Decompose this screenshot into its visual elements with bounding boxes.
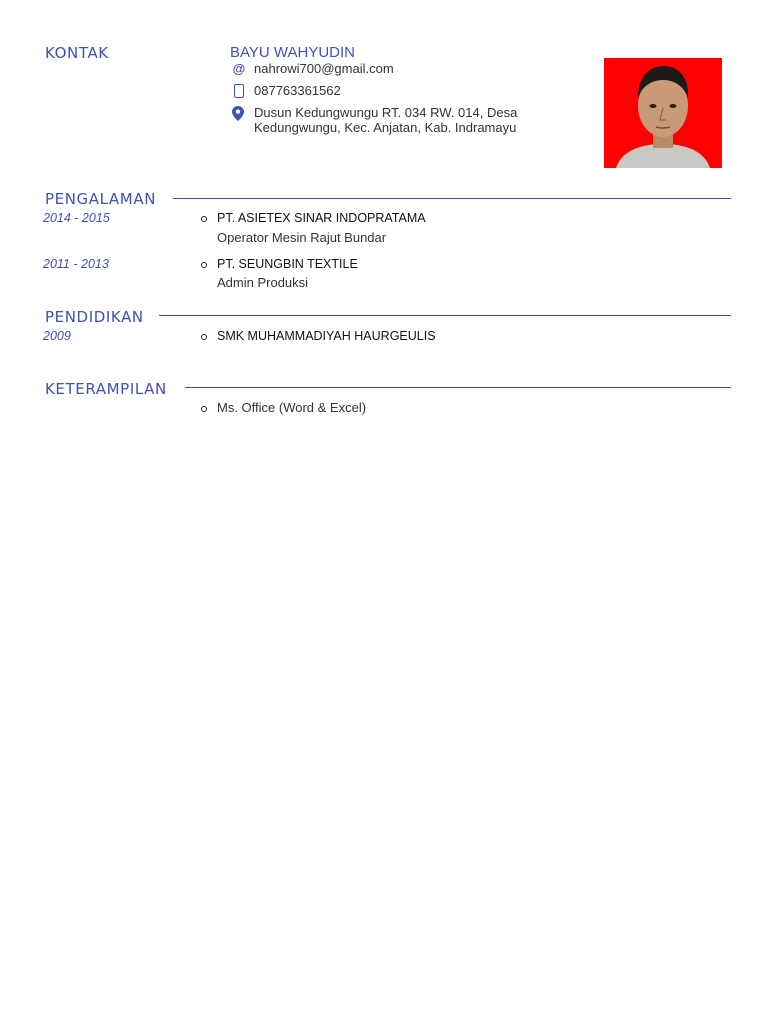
- skill-item: Ms. Office (Word & Excel): [217, 400, 367, 415]
- contact-heading: KONTAK: [45, 44, 109, 62]
- education-period: 2009: [43, 329, 71, 343]
- experience-period: 2014 - 2015: [43, 211, 110, 225]
- education-school: SMK MUHAMMADIYAH HAURGEULIS: [217, 329, 436, 343]
- experience-company: PT. ASIETEX SINAR INDOPRATAMA: [217, 211, 426, 225]
- experience-role: Admin Produksi: [217, 275, 309, 290]
- education-divider: [159, 315, 731, 316]
- address-line-1: Dusun Kedungwungu RT. 034 RW. 014, Desa: [254, 105, 518, 120]
- address-line-2: Kedungwungu, Kec. Anjatan, Kab. Indramayu: [254, 120, 517, 135]
- at-icon: @: [232, 61, 246, 76]
- phone-icon: [234, 84, 244, 98]
- experience-company: PT. SEUNGBIN TEXTILE: [217, 257, 358, 271]
- bullet-icon: [201, 216, 207, 222]
- email-text: nahrowi700@gmail.com: [254, 61, 394, 76]
- bullet-icon: [201, 334, 207, 340]
- location-pin-icon: [232, 106, 244, 121]
- experience-role: Operator Mesin Rajut Bundar: [217, 230, 387, 245]
- bullet-icon: [201, 262, 207, 268]
- education-heading: PENDIDIKAN: [45, 308, 144, 326]
- skills-divider: [185, 387, 731, 388]
- skills-heading: KETERAMPILAN: [45, 380, 167, 398]
- bullet-icon: [201, 406, 207, 412]
- experience-heading: PENGALAMAN: [45, 190, 157, 208]
- phone-text: 087763361562: [254, 83, 341, 98]
- applicant-name: BAYU WAHYUDIN: [230, 44, 356, 61]
- experience-period: 2011 - 2013: [43, 257, 109, 271]
- experience-divider: [173, 198, 731, 199]
- profile-photo: [604, 58, 722, 168]
